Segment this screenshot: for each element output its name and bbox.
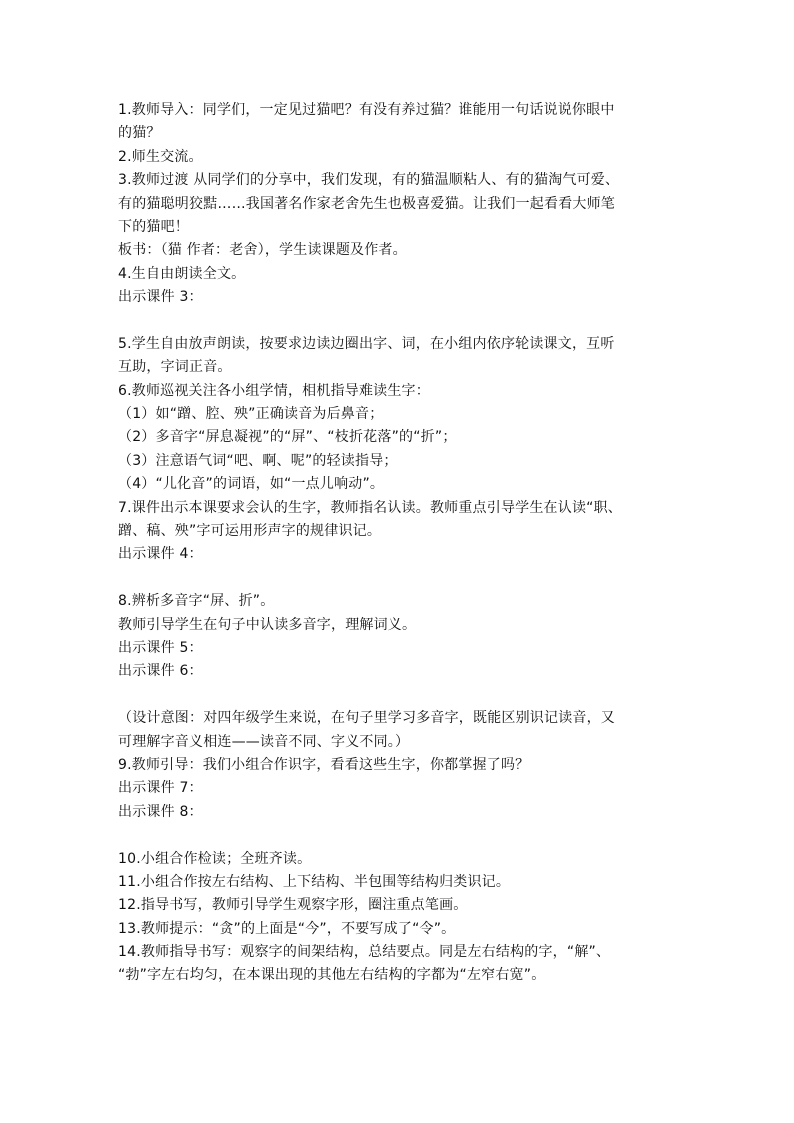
text-line: 6.教师巡视关注各小组学情，相机指导难读生字： — [118, 382, 430, 399]
text-line: （设计意图：对四年级学生来说，在句子里学习多音字，既能区别识记读音，又 — [118, 710, 615, 727]
text-line: 互助，字词正音。 — [118, 359, 232, 376]
blank-line — [118, 684, 678, 707]
text-line: 有的猫聪明狡黠……我国著名作家老舍先生也极喜爱猫。让我们一起看看大师笔 — [118, 195, 615, 212]
text-line: （2）多音字“屏息凝视”的“屏”、“枝折花落”的“折”； — [118, 429, 457, 446]
text-line: 13.教师提示：“贪”的上面是“今”，不要写成了“令”。 — [118, 920, 456, 937]
text-line: 教师引导学生在句子中认读多音字，理解词义。 — [118, 616, 417, 633]
text-line: 可理解字音义相连——读音不同、字义不同。） — [118, 733, 410, 750]
text-line: 14.教师指导书写：观察字的间架结构，总结要点。同是左右结构的字，“解”、 — [118, 944, 611, 961]
text-line: “勃”字左右均匀，在本课出现的其他左右结构的字都为“左窄右宽”。 — [118, 967, 546, 984]
document-body — [118, 99, 678, 988]
text-line: 10.小组合作检读；全班齐读。 — [118, 850, 312, 867]
text-line: 出示课件 6： — [118, 663, 203, 680]
blank-line — [118, 567, 678, 590]
blank-line — [118, 310, 678, 333]
text-line: 出示课件 4： — [118, 546, 203, 563]
text-line: （3）注意语气词“吧、啊、呢”的轻读指导； — [118, 452, 398, 469]
blank-line — [118, 824, 678, 847]
text-line: 4.生自由朗读全文。 — [118, 265, 246, 282]
text-line: 的猫？ — [118, 125, 161, 142]
text-line: 蹭、稿、殃”字可运用形声字的规律识记。 — [118, 523, 382, 540]
text-line: 8.辨析多音字“屏、折”。 — [118, 593, 275, 610]
text-line: （4）“儿化音”的词语，如“一点儿响动”。 — [118, 476, 385, 493]
text-line: 板书：（猫 作者：老舍），学生读课题及作者。 — [118, 242, 407, 259]
text-line: 2.师生交流。 — [118, 148, 203, 165]
text-line: （1）如“蹭、腔、殃”正确读音为后鼻音； — [118, 406, 384, 423]
text-line: 出示课件 7： — [118, 780, 203, 797]
text-line: 1.教师导入：同学们，一定见过猫吧？有没有养过猫？谁能用一句话说说你眼中 — [118, 102, 615, 118]
text-line: 出示课件 3： — [118, 289, 203, 306]
text-line: 12.指导书写，教师引导学生观察字形，圈注重点笔画。 — [118, 897, 468, 914]
text-line: 9.教师引导：我们小组合作识字，看看这些生字，你都掌握了吗？ — [118, 756, 530, 773]
text-line: 出示课件 5： — [118, 639, 203, 656]
text-line: 7.课件出示本课要求会认的生字，教师指名认读。教师重点引导学生在认读“职、 — [118, 499, 623, 516]
text-line: 出示课件 8： — [118, 803, 203, 820]
text-line: 下的猫吧！ — [118, 218, 189, 235]
text-line: 5.学生自由放声朗读，按要求边读边圈出字、词，在小组内依序轮读课文，互听 — [118, 335, 615, 352]
text-line: 11.小组合作按左右结构、上下结构、半包围等结构归类识记。 — [118, 873, 511, 890]
text-line: 3.教师过渡 从同学们的分享中，我们发现，有的猫温顺粘人、有的猫淘气可爱、 — [118, 172, 620, 189]
